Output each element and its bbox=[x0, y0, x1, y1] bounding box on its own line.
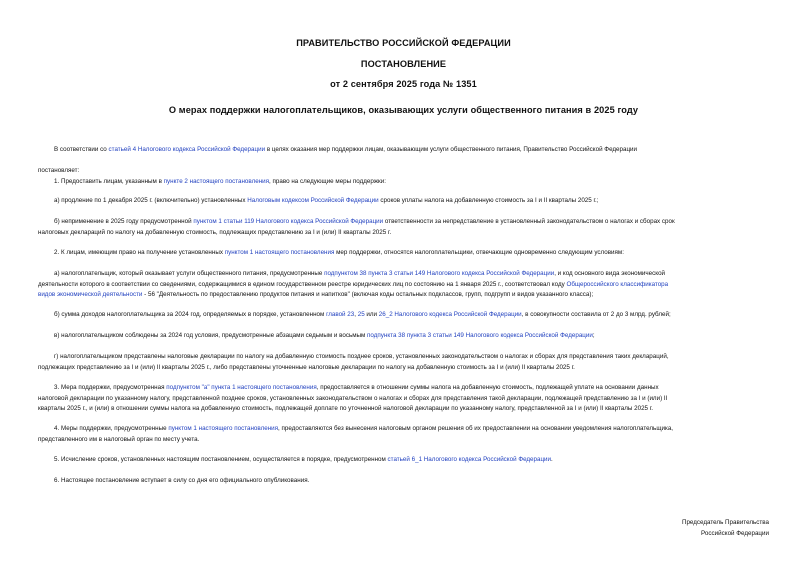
link-chapter-25[interactable]: 25 bbox=[357, 311, 365, 318]
link-chapter-26-2[interactable]: 26_2 Налогового кодекса Российской Федерации bbox=[378, 311, 522, 318]
intro-paragraph bbox=[38, 145, 787, 156]
item-4 bbox=[38, 424, 787, 435]
item-1a-text-cont: сроков уплаты налога на добавленную стоимость за I и II кварталы 2025 г.; bbox=[378, 197, 599, 204]
signature-line-2: Российской Федерации bbox=[701, 529, 769, 537]
item-2b-text-cont: , в совокупности составила от 2 до 3 млрд. рублей; bbox=[521, 311, 671, 318]
document-type-heading: ПОСТАНОВЛЕНИЕ bbox=[360, 59, 447, 69]
link-chapter-23[interactable]: главой 23 bbox=[326, 311, 355, 318]
item-2a-line-2 bbox=[38, 280, 771, 291]
link-subitem-38-149-b[interactable]: подпункта 38 пункта 3 статьи 149 Налогового кодекса Российской Федерации bbox=[367, 332, 593, 339]
intro-text: В соответствии со bbox=[54, 146, 109, 153]
item-3-text: 3. Мера поддержки, предусмотренная bbox=[54, 384, 167, 391]
item-4-line-2: представленного им в налоговый орган по месту учета. bbox=[38, 435, 200, 443]
item-2-text: 2. К лицам, имеющим право на получение установленных bbox=[54, 249, 225, 256]
item-1b bbox=[38, 217, 787, 228]
item-3 bbox=[38, 383, 787, 394]
signature-line-1: Председатель Правительства bbox=[681, 519, 769, 526]
item-2a-text: а) налогоплательщик, который оказывает услуги общественного питания, предусмотренные bbox=[54, 270, 325, 277]
item-2-text-cont: мер поддержки, относятся налогоплательщики, отвечающие одновременно следующим условиям: bbox=[334, 249, 624, 256]
item-4-text-cont: , предоставляются без вынесения налоговым органом решения об их предоставлении на основании уведомления налогоплательщика, bbox=[278, 425, 674, 432]
government-heading: ПРАВИТЕЛЬСТВО РОССИЙСКОЙ ФЕДЕРАЦИИ bbox=[296, 38, 511, 48]
decree-word: постановляет: bbox=[38, 167, 80, 174]
intro-text-cont: в целях оказания мер поддержки лицам, оказывающим услуги общественного питания, Правительство Российской Федерации bbox=[265, 146, 638, 153]
item-1-text: 1. Предоставить лицам, указанным в bbox=[54, 178, 164, 185]
signature-block bbox=[682, 518, 769, 539]
item-1b-line-2: налоговых деклараций по налогу на добавленную стоимость, подлежащих представлению за I и (или) II кварталы 2025 г. bbox=[38, 228, 392, 236]
item-2a bbox=[38, 269, 787, 280]
link-item-1-b[interactable]: пунктом 1 настоящего постановления bbox=[168, 425, 279, 432]
item-5-text: 5. Исчисление сроков, установленных настоящим постановлением, осуществляется в порядке, предусмотренном bbox=[54, 456, 388, 463]
item-3-text-cont: , предоставляется в отношении суммы налога на добавленную стоимость, подлежащей уплате на основании данных bbox=[316, 384, 659, 391]
date-number-heading: от 2 сентября 2025 года № 1351 bbox=[330, 79, 477, 89]
link-tax-code[interactable]: Налоговым кодексом Российской Федерации bbox=[247, 197, 379, 204]
item-6: 6. Настоящее постановление вступает в силу со дня его официального опубликования. bbox=[54, 477, 310, 484]
link-article-119[interactable]: пунктом 1 статьи 119 Налогового кодекса Российской Федерации bbox=[193, 218, 384, 225]
item-5-text-cont: . bbox=[551, 456, 553, 463]
item-1 bbox=[38, 177, 787, 188]
link-item-2[interactable]: пункте 2 настоящего постановления bbox=[163, 178, 270, 185]
link-okved-part-2[interactable]: видов экономической деятельности bbox=[38, 291, 143, 298]
item-2b-text: б) сумма доходов налогоплательщика за 2024 год, определяемых в порядке, установленном bbox=[54, 311, 327, 318]
item-2a-text-cont: , и код основного вида экономической bbox=[554, 270, 666, 277]
document-title: О мерах поддержки налогоплательщиков, оказывающих услуги общественного питания в 2025 году bbox=[168, 105, 639, 115]
item-2 bbox=[38, 248, 787, 259]
item-1-text-cont: , право на следующие меры поддержки: bbox=[269, 178, 386, 185]
item-2b-or: или bbox=[364, 311, 379, 318]
item-2a-line-3 bbox=[38, 290, 771, 301]
item-1a bbox=[38, 196, 787, 207]
item-2b bbox=[38, 310, 787, 321]
link-article-6-1[interactable]: статьей 6_1 Налогового кодекса Российской Федерации bbox=[387, 456, 552, 463]
item-5 bbox=[38, 455, 787, 466]
item-4-text: 4. Меры поддержки, предусмотренные bbox=[54, 425, 169, 432]
item-3-line-3: кварталы 2025 г., и (или) в отношении суммы налога на добавленную стоимость, подлежащей доплате по уточненной налоговой декларации по указанному налогу, представленной за I и (или) II кварталы 2025 г. bbox=[38, 405, 654, 412]
item-2v-text: в) налогоплательщиком соблюдены за 2024 год условия, предусмотренные абзацами седьмым и восьмым bbox=[54, 332, 368, 339]
link-subitem-38-149[interactable]: подпунктом 38 пункта 3 статьи 149 Налогового кодекса Российской Федерации bbox=[324, 270, 555, 277]
item-2a-line-3-text: - 56 "Деятельность по предоставлению продуктов питания и напитков" (включая коды остальных подклассов, групп, подгрупп и видов указанного класса); bbox=[142, 291, 594, 298]
item-1a-text: а) продление по 1 декабря 2025 г. (включительно) установленных bbox=[54, 197, 248, 204]
link-nk-article-4[interactable]: статьей 4 Налогового кодекса Российской Федерации bbox=[108, 146, 266, 153]
link-okved-part-1[interactable]: Общероссийского классификатора bbox=[566, 280, 669, 288]
item-2v-text-cont: ; bbox=[592, 332, 595, 339]
link-item-1[interactable]: пунктом 1 настоящего постановления bbox=[224, 249, 335, 256]
item-1b-text: б) неприменение в 2025 году предусмотренной bbox=[54, 218, 194, 225]
item-2g-line-2: подлежащих представлению за I и (или) II кварталы 2025 г., либо представлены уточненные налоговые декларации по налогу на добавленную стоимость за I и (или) II кварталы 2025 г. bbox=[38, 363, 575, 371]
item-2v bbox=[38, 331, 787, 342]
item-3-line-2: налоговой декларации по указанному налогу, представленной позднее сроков, установленных законодательством о налогах и сборах для представления такой декларации, подлежащей представлению за I и (или) II bbox=[38, 394, 668, 402]
item-2a-line-2-text: деятельности которого в соответствии со сведениями, содержащимися в едином государственном реестре юридических лиц по состоянию на 1 января 2025 г., соответствовал коду bbox=[38, 280, 567, 288]
item-2b-sep: , bbox=[354, 311, 358, 318]
item-2g-line-1: г) налогоплательщиком представлены налоговые декларации по налогу на добавленную стоимость позднее сроков, установленных законодательством о налогах и сборах для представления таких деклараций, bbox=[54, 353, 669, 360]
item-1b-text-cont: ответственности за непредставление в установленный законодательством о налогах и сборах срок bbox=[383, 218, 675, 225]
link-subitem-a-item-1[interactable]: подпунктом "а" пункта 1 настоящего постановления bbox=[166, 384, 317, 391]
